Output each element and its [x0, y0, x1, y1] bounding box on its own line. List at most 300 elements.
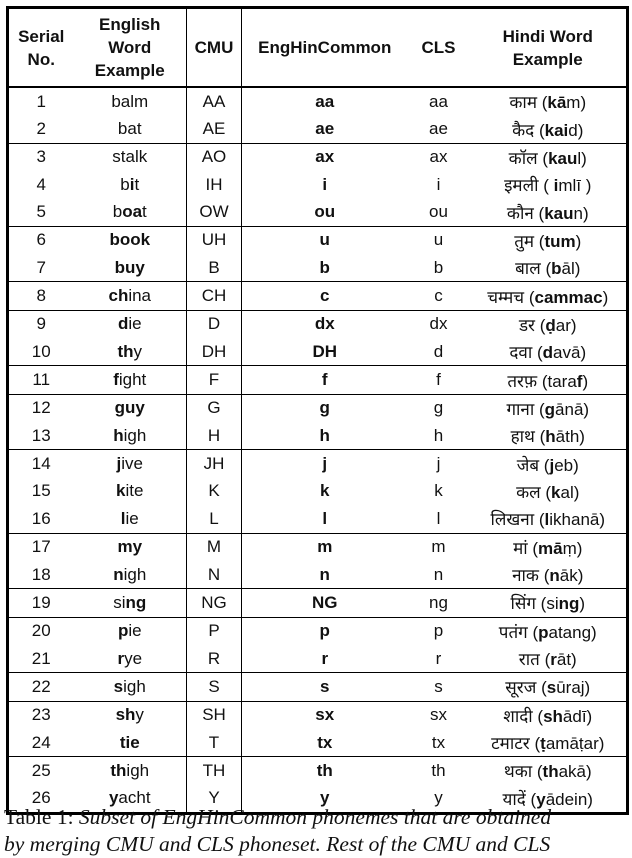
english-word-cell [74, 757, 187, 785]
table-body [8, 87, 628, 813]
hindi-devanagari: लिखना [490, 510, 535, 530]
cls-cell: d [408, 338, 470, 366]
hindi-translit-suffix: ṃ) [562, 538, 583, 558]
table-row [8, 198, 628, 226]
hindi-devanagari: तुम [514, 231, 535, 251]
hindi-open-paren: ( [536, 678, 547, 698]
hindi-translit-suffix: ) [582, 371, 589, 391]
serial-cell: 9 [36, 314, 46, 334]
table-row [8, 617, 628, 645]
phoneme-table [6, 6, 629, 815]
serial-cell: 22 [8, 673, 74, 701]
cmu-cell: T [187, 729, 242, 757]
serial-cell: 24 [8, 729, 74, 757]
english-word-prefix: b [112, 202, 123, 222]
cmu-cell: CH [187, 282, 242, 310]
serial-cell: 4 [36, 174, 46, 194]
hindi-devanagari: पतंग [498, 622, 528, 642]
english-word-suffix: ie [128, 621, 142, 641]
hindi-open-paren: ( [539, 455, 550, 475]
english-word-suffix: ie [128, 314, 142, 334]
table-row [8, 366, 628, 394]
serial-cell: 1 [36, 91, 46, 111]
hindi-translit-highlight: ṭ [540, 734, 546, 754]
table-row [8, 338, 628, 366]
enghincommon-cell: u [319, 230, 330, 250]
cls-cell: f [408, 366, 470, 394]
table-row [8, 115, 628, 143]
hindi-open-paren: ( [532, 762, 543, 782]
english-word-highlight: l [120, 508, 126, 528]
cmu-cell: B [187, 254, 242, 282]
hindi-word-cell [470, 198, 628, 226]
hindi-translit-highlight: ng [558, 594, 580, 614]
enghincommon-cell: n [242, 561, 408, 589]
enghincommon-cell: ou [242, 198, 408, 226]
english-word-cell [74, 645, 187, 673]
hindi-translit-suffix: ) [602, 287, 609, 307]
english-word-highlight: th [117, 341, 134, 361]
english-word-cell [74, 394, 187, 422]
english-word-suffix: ive [121, 454, 143, 474]
hindi-word-cell [470, 115, 628, 143]
cmu-cell: H [187, 422, 242, 450]
cls-cell: dx [429, 314, 448, 334]
hindi-devanagari: शादी [503, 706, 533, 726]
hindi-devanagari: थका [503, 762, 533, 782]
table-row [8, 589, 628, 617]
english-word-highlight: i [129, 174, 135, 194]
english-word-prefix: bat [117, 119, 142, 139]
hindi-translit-highlight: th [542, 762, 559, 782]
hindi-translit-highlight: y [536, 789, 546, 809]
hindi-translit-suffix: āt) [556, 650, 577, 670]
hindi-translit-highlight: g [544, 399, 556, 419]
english-word-highlight: f [113, 370, 119, 390]
header-cmu: CMU [187, 8, 242, 88]
enghincommon-cell: f [242, 366, 408, 394]
hindi-open-paren: ( [534, 120, 545, 140]
table-row [8, 478, 628, 505]
hindi-devanagari: काम [509, 93, 537, 113]
cls-cell: i [436, 174, 441, 194]
hindi-open-paren: ( [524, 287, 535, 307]
cmu-cell: AO [187, 143, 242, 171]
hindi-translit-suffix: avā) [553, 343, 587, 363]
english-word-cell [74, 701, 187, 729]
hindi-open-paren: ( [536, 93, 548, 113]
hindi-word-cell [470, 254, 628, 282]
cmu-cell: TH [187, 757, 242, 785]
english-word-highlight: book [109, 230, 151, 250]
serial-cell: 17 [31, 537, 51, 557]
english-word-cell [74, 171, 187, 198]
enghincommon-cell: m [317, 537, 333, 557]
hindi-translit-suffix: ikhanā) [549, 510, 606, 530]
header-serial: Serial No. [8, 8, 74, 88]
table-row [8, 87, 628, 115]
table-row [8, 171, 628, 198]
cls-cell: c [408, 282, 470, 310]
header-cls: CLS [408, 8, 470, 88]
hindi-open-paren: ( [537, 148, 549, 168]
hindi-translit-highlight: kā [547, 93, 567, 113]
hindi-open-paren: ( [540, 259, 552, 279]
table-row [8, 729, 628, 757]
english-word-highlight: th [110, 760, 127, 780]
hindi-open-paren: ( [527, 538, 539, 558]
hindi-open-paren: ( [525, 789, 537, 809]
cls-cell: ou [408, 198, 470, 226]
hindi-word-cell [470, 478, 628, 505]
header-english: English Word Example [74, 8, 187, 88]
hindi-devanagari: नाक [512, 566, 539, 586]
cmu-cell: D [187, 310, 242, 338]
hindi-open-paren: ( [539, 566, 550, 586]
enghincommon-cell: ax [315, 147, 335, 167]
hindi-devanagari: सूरज [505, 678, 537, 698]
hindi-word-cell [470, 757, 628, 785]
english-word-cell [74, 450, 187, 478]
hindi-devanagari: कौन [506, 203, 534, 223]
hindi-devanagari: चम्मच [487, 287, 525, 307]
table-row [8, 505, 628, 533]
english-word-highlight: r [117, 648, 125, 668]
hindi-translit-suffix: ) [579, 594, 586, 614]
english-word-highlight: my [117, 537, 143, 557]
hindi-word-cell [470, 394, 628, 422]
table-caption [4, 804, 632, 858]
cmu-cell: JH [187, 450, 242, 478]
hindi-word-cell [470, 617, 628, 645]
hindi-devanagari: जेब [516, 455, 540, 475]
cmu-cell: P [187, 617, 242, 645]
hindi-open-paren: ( [537, 371, 548, 391]
cmu-cell: R [187, 645, 242, 673]
hindi-translit-suffix: al) [560, 482, 580, 502]
cls-cell: ax [429, 147, 448, 167]
hindi-translit-suffix: ar) [555, 315, 577, 335]
table-row [8, 673, 628, 701]
enghincommon-cell: r [242, 645, 408, 673]
table-row [8, 254, 628, 282]
table-row [8, 282, 628, 310]
english-word-cell [74, 198, 187, 226]
hindi-word-cell [470, 282, 628, 310]
table-row [8, 701, 628, 729]
hindi-translit-suffix: akā) [558, 762, 592, 782]
hindi-translit-suffix: ādein) [545, 789, 593, 809]
table-row [8, 394, 628, 422]
cmu-cell: L [187, 505, 242, 533]
serial-cell: 11 [8, 366, 74, 394]
hindi-devanagari: सिंग [510, 594, 536, 614]
caption-line-2 [4, 831, 632, 858]
hindi-translit-highlight: h [545, 427, 556, 447]
hindi-word-cell [470, 505, 628, 533]
enghincommon-cell: i [322, 174, 328, 194]
english-word-cell [74, 589, 187, 617]
hindi-translit-highlight: l [544, 510, 550, 530]
enghincommon-cell: j [322, 454, 328, 474]
hindi-translit-suffix: ) [575, 231, 582, 251]
english-word-highlight: tie [119, 732, 140, 752]
serial-cell: 13 [8, 422, 74, 450]
hindi-translit-prefix: tara [547, 371, 577, 391]
english-word-highlight: d [117, 314, 129, 334]
hindi-translit-highlight: kau [548, 148, 578, 168]
english-word-suffix: y [133, 341, 143, 361]
english-word-cell [74, 226, 187, 254]
hindi-word-cell [470, 450, 628, 478]
enghincommon-cell: NG [242, 589, 408, 617]
hindi-translit-suffix: ānā) [555, 399, 590, 419]
hindi-devanagari: तरफ़ [507, 371, 538, 391]
table-row [8, 561, 628, 589]
enghincommon-cell: g [319, 398, 330, 418]
english-word-cell [74, 310, 187, 338]
cmu-cell: OW [187, 198, 242, 226]
hindi-open-paren: ( [532, 343, 543, 363]
english-word-highlight: j [116, 454, 122, 474]
hindi-translit-suffix: āth) [555, 427, 585, 447]
english-word-cell [74, 143, 187, 171]
caption-label: Table 1: [4, 805, 74, 829]
hindi-devanagari: हाथ [510, 427, 535, 447]
english-word-cell [74, 87, 187, 115]
hindi-devanagari: टमाटर [491, 734, 530, 754]
hindi-word-cell [470, 561, 628, 589]
serial-cell: 21 [8, 645, 74, 673]
english-word-cell [74, 561, 187, 589]
enghincommon-cell: l [242, 505, 408, 533]
enghincommon-cell: ae [242, 115, 408, 143]
cmu-cell: F [187, 366, 242, 394]
cls-cell: g [433, 398, 444, 418]
hindi-open-paren: ( [540, 482, 552, 502]
hindi-devanagari: डर [518, 315, 535, 335]
hindi-devanagari: दवा [509, 343, 533, 363]
cls-cell: p [433, 621, 444, 641]
serial-cell: 6 [36, 230, 46, 250]
hindi-translit-highlight: p [538, 622, 549, 642]
english-word-cell [74, 617, 187, 645]
hindi-translit-suffix: āk) [559, 566, 584, 586]
hindi-open-paren: ( [534, 231, 545, 251]
cls-cell: th [431, 760, 446, 780]
english-word-prefix: bal [111, 91, 134, 111]
enghincommon-cell: h [242, 422, 408, 450]
enghincommon-cell: k [320, 481, 330, 501]
cls-cell: sx [430, 705, 447, 725]
hindi-translit-suffix: amāṭar) [545, 734, 605, 754]
serial-cell: 18 [8, 561, 74, 589]
english-word-cell [74, 729, 187, 757]
english-word-suffix: y [135, 705, 144, 725]
cls-cell: ae [408, 115, 470, 143]
cls-cell: u [433, 230, 444, 250]
hindi-open-paren: ( [532, 706, 544, 726]
enghincommon-cell: dx [314, 314, 335, 334]
cls-cell: aa [429, 91, 448, 111]
english-word-highlight: y [108, 788, 119, 808]
english-word-prefix: si [113, 592, 126, 612]
serial-cell: 26 [8, 785, 74, 814]
enghincommon-cell: aa [315, 91, 335, 111]
english-word-cell [74, 282, 187, 310]
serial-cell: 12 [31, 398, 51, 418]
table-row [8, 422, 628, 450]
hindi-open-paren: ( [533, 203, 545, 223]
english-word-suffix: igh [126, 760, 150, 780]
table-row [8, 143, 628, 171]
table-row [8, 226, 628, 254]
hindi-devanagari: रात [518, 650, 540, 670]
hindi-translit-highlight: k [551, 482, 561, 502]
hindi-word-cell [470, 701, 628, 729]
hindi-word-cell [470, 589, 628, 617]
hindi-translit-suffix: eb) [554, 455, 579, 475]
hindi-open-paren: ( [534, 399, 545, 419]
table-row [8, 450, 628, 478]
hindi-translit-suffix: atang) [548, 622, 597, 642]
hindi-devanagari: मां [513, 538, 528, 558]
hindi-translit-highlight: kai [544, 120, 569, 140]
table-row [8, 533, 628, 561]
cls-cell: s [408, 673, 470, 701]
hindi-open-paren: ( [534, 427, 546, 447]
hindi-word-cell [470, 338, 628, 366]
serial-cell: 5 [8, 198, 74, 226]
hindi-open-paren: ( [538, 176, 549, 196]
serial-cell: 2 [8, 115, 74, 143]
cls-cell: m [431, 537, 446, 557]
english-word-suffix: m [134, 91, 149, 111]
caption-text-2: by merging CMU and CLS phoneset. Rest of the CMU and CLS [4, 832, 551, 856]
english-word-suffix: ite [125, 481, 144, 501]
english-word-cell [74, 533, 187, 561]
english-word-suffix: ie [125, 508, 139, 528]
hindi-word-cell [470, 87, 628, 115]
english-word-highlight: k [116, 481, 126, 501]
english-word-suffix: igh [123, 564, 147, 584]
cls-cell: b [408, 254, 470, 282]
hindi-translit-highlight: r [550, 650, 557, 670]
english-word-suffix: t [134, 174, 140, 194]
caption-line-1 [4, 804, 632, 831]
hindi-translit-highlight: d [542, 343, 554, 363]
english-word-cell [74, 338, 187, 366]
english-word-highlight: p [117, 621, 129, 641]
english-word-suffix: igh [123, 425, 147, 445]
hindi-translit-highlight: n [549, 566, 560, 586]
english-word-highlight: guy [114, 398, 145, 418]
cmu-cell: UH [187, 226, 242, 254]
serial-cell: 19 [8, 589, 74, 617]
hindi-open-paren: ( [539, 650, 551, 670]
enghincommon-cell: p [319, 621, 330, 641]
hindi-open-paren: ( [535, 594, 547, 614]
cls-cell: r [408, 645, 470, 673]
hindi-translit-highlight: cammac [534, 287, 603, 307]
enghincommon-cell: b [242, 254, 408, 282]
hindi-translit-highlight: ḍ [545, 315, 556, 335]
hindi-translit-highlight: b [551, 259, 562, 279]
enghincommon-cell: tx [242, 729, 408, 757]
hindi-translit-highlight: kau [544, 203, 574, 223]
english-word-prefix: stalk [112, 147, 148, 167]
cls-cell: l [408, 505, 470, 533]
hindi-open-paren: ( [535, 315, 546, 335]
hindi-translit-highlight: sh [543, 706, 563, 726]
cmu-cell: SH [187, 701, 242, 729]
cls-cell: ng [408, 589, 470, 617]
english-word-suffix: ina [128, 286, 152, 306]
hindi-translit-suffix: mlī ) [558, 176, 592, 196]
cmu-cell: IH [187, 171, 242, 198]
serial-cell: 7 [8, 254, 74, 282]
hindi-translit-highlight: i [553, 176, 559, 196]
english-word-cell [74, 366, 187, 394]
english-word-highlight: sh [115, 705, 136, 725]
table-row [8, 757, 628, 785]
english-word-suffix: ye [124, 648, 143, 668]
english-word-highlight: ch [108, 286, 129, 306]
english-word-cell [74, 422, 187, 450]
english-word-cell [74, 115, 187, 143]
serial-cell: 3 [36, 147, 46, 167]
serial-cell: 10 [8, 338, 74, 366]
hindi-translit-suffix: n) [573, 203, 589, 223]
cmu-cell: S [187, 673, 242, 701]
cmu-cell: M [187, 533, 242, 561]
english-word-suffix: t [142, 202, 147, 222]
english-word-highlight: n [113, 564, 124, 584]
serial-cell: 8 [8, 282, 74, 310]
english-word-prefix: b [120, 174, 130, 194]
english-word-highlight: h [113, 425, 124, 445]
cmu-cell: G [187, 394, 242, 422]
english-word-highlight: oa [122, 202, 143, 222]
english-word-cell [74, 478, 187, 505]
enghincommon-cell: sx [315, 705, 335, 725]
english-word-highlight: ng [125, 592, 147, 612]
header-hindi: Hindi Word Example [470, 8, 628, 88]
cmu-cell: NG [187, 589, 242, 617]
hindi-word-cell [470, 729, 628, 757]
serial-cell: 14 [31, 454, 51, 474]
header-row [8, 8, 628, 88]
table-row [8, 310, 628, 338]
hindi-word-cell [470, 673, 628, 701]
english-word-cell [74, 673, 187, 701]
caption-text-1: Subset of EngHinCommon phonemes that are obtained [78, 805, 552, 829]
enghincommon-cell: y [242, 785, 408, 814]
cls-cell: n [408, 561, 470, 589]
hindi-devanagari: कॉल [508, 148, 538, 168]
hindi-devanagari: गाना [506, 399, 535, 419]
enghincommon-cell: s [242, 673, 408, 701]
english-word-highlight: s [113, 676, 124, 696]
hindi-translit-suffix: m) [566, 93, 587, 113]
english-word-suffix: acht [118, 788, 151, 808]
hindi-word-cell [470, 171, 628, 198]
hindi-open-paren: ( [529, 734, 541, 754]
serial-cell: 25 [31, 760, 51, 780]
hindi-translit-highlight: mā [538, 538, 563, 558]
english-word-suffix: ight [118, 370, 147, 390]
cls-cell: y [408, 785, 470, 814]
